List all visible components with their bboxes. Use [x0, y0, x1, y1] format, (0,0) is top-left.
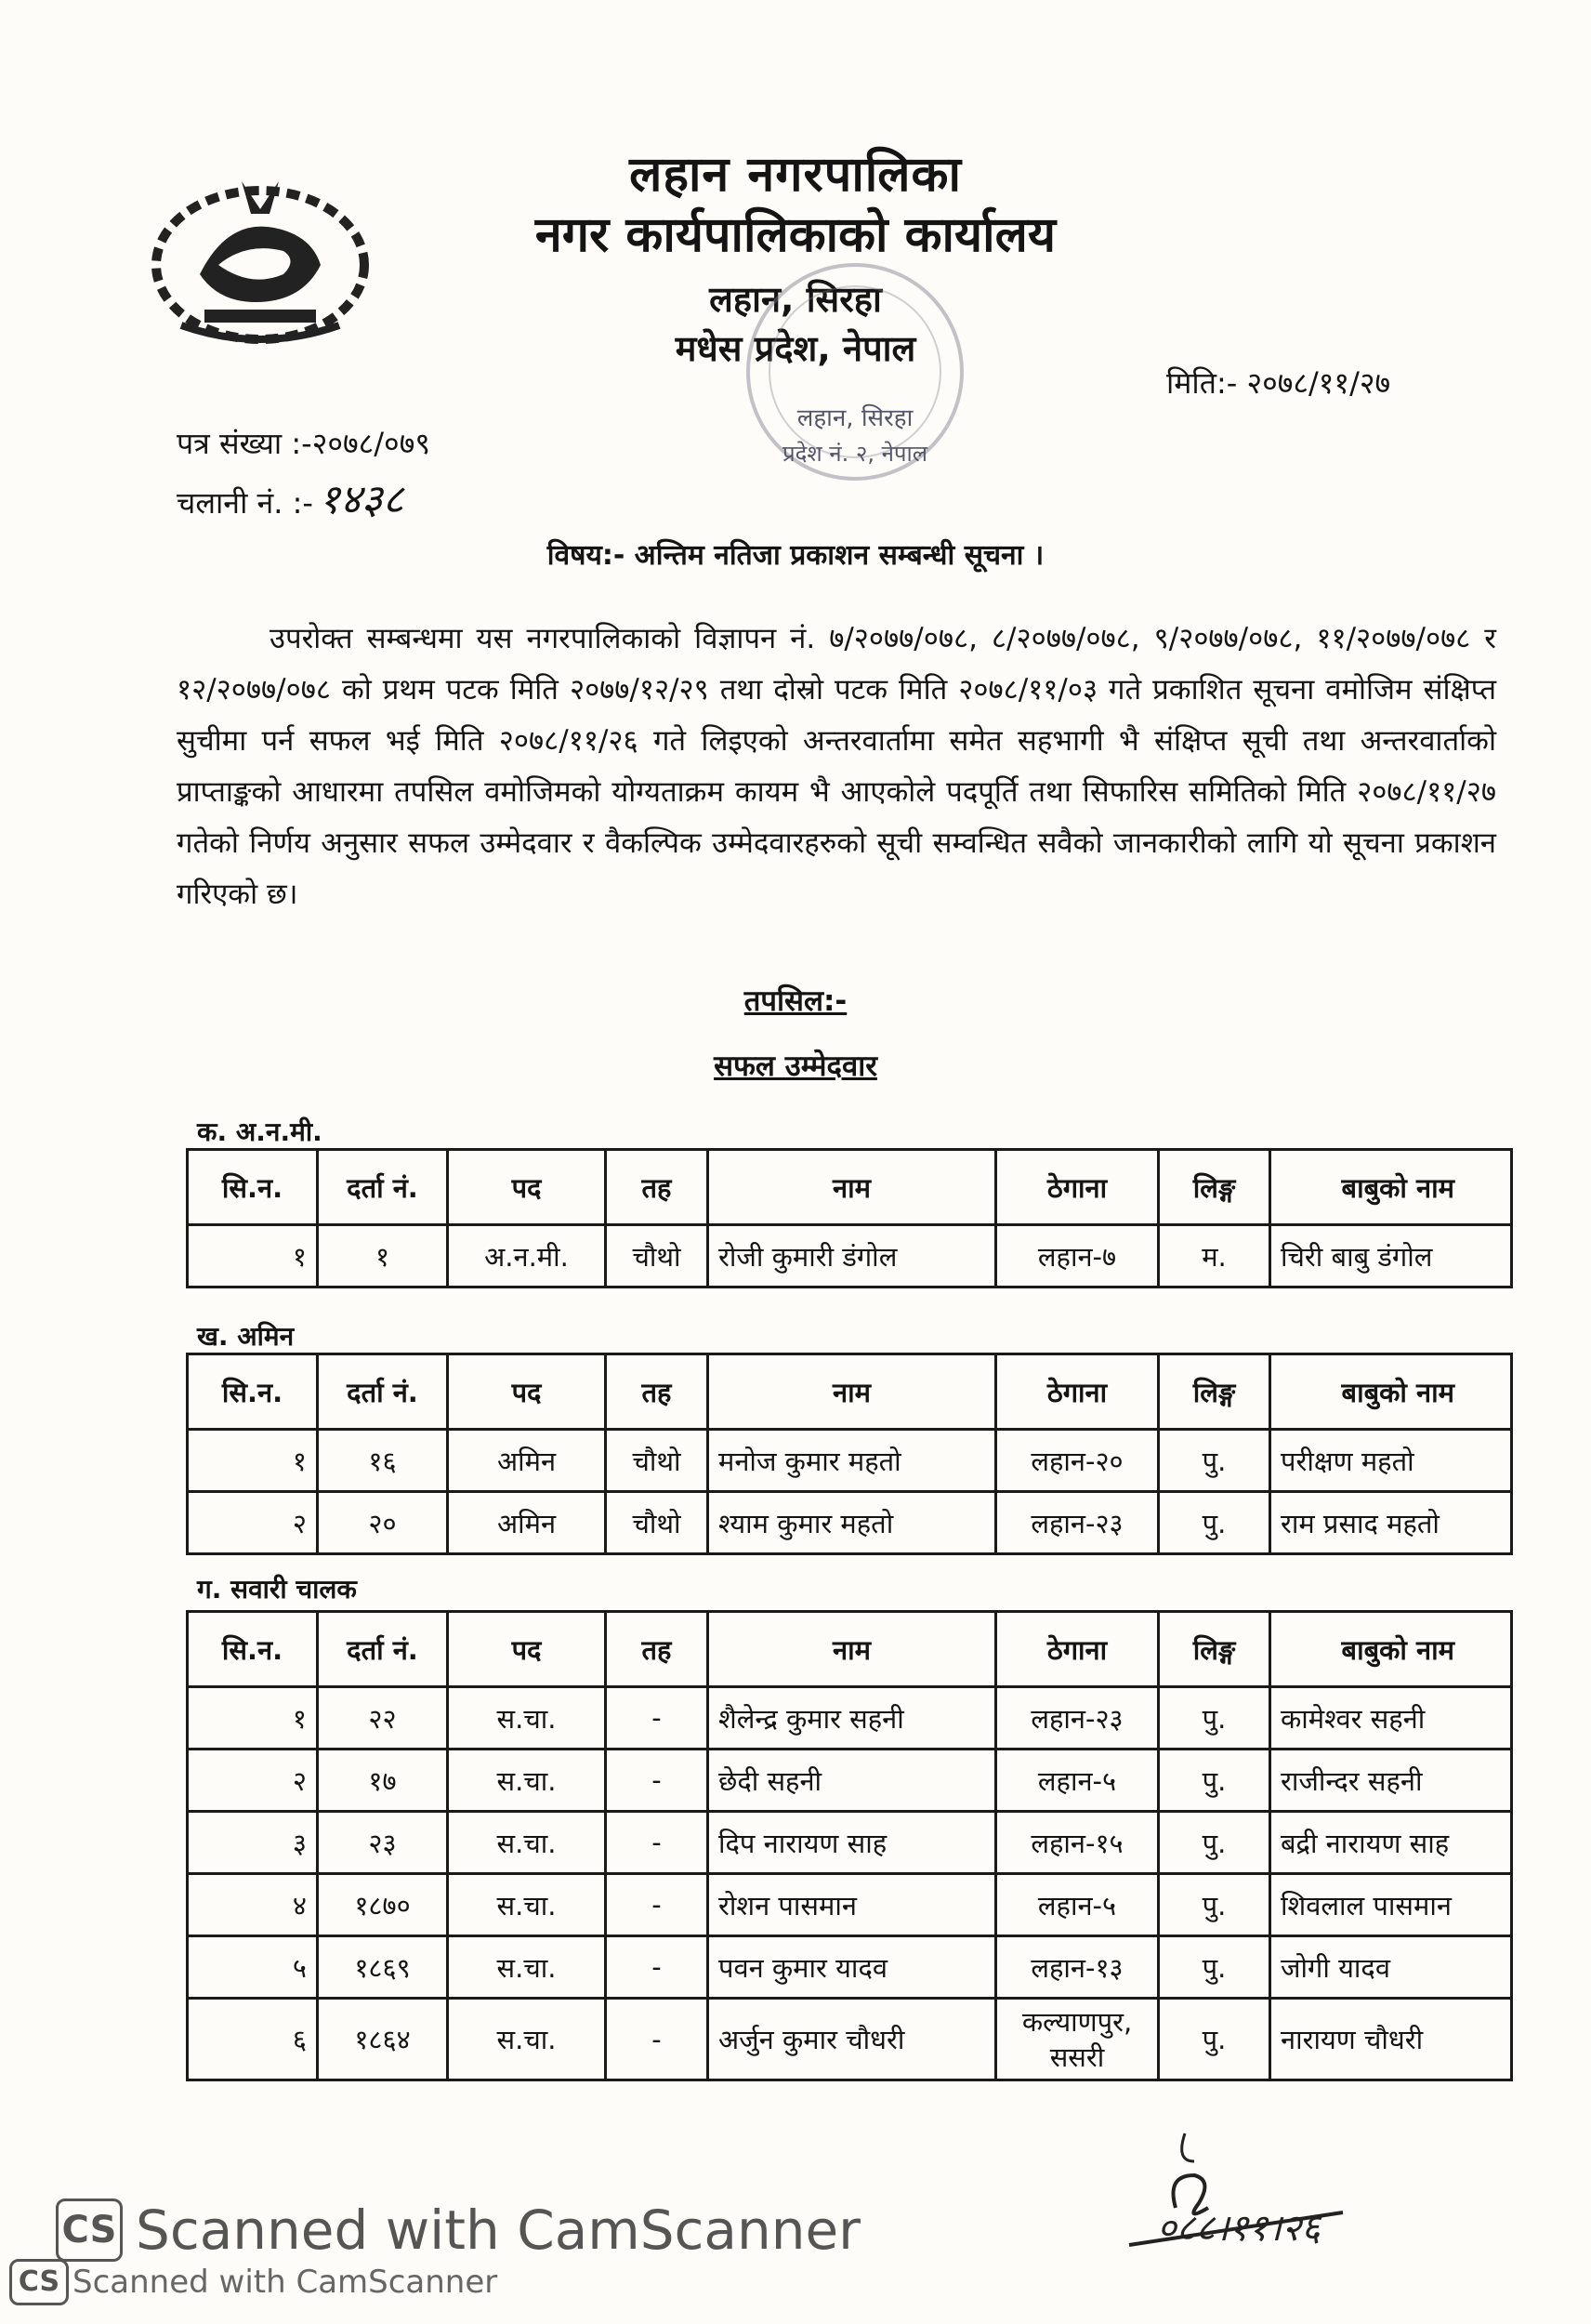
- cell-post: स.चा.: [448, 1812, 606, 1874]
- cell-sn: २: [188, 1750, 318, 1812]
- cell-address: लहान-१३: [996, 1936, 1159, 1999]
- column-header-reg-no: दर्ता नं.: [318, 1150, 448, 1225]
- table-row: [188, 1225, 1512, 1287]
- column-header-gender: लिङ्ग: [1159, 1354, 1270, 1430]
- camscanner-logo-icon: CS: [56, 2199, 123, 2262]
- dispatch-number-label: चलानी नं. :-: [177, 485, 313, 521]
- cell-name: अर्जुन कुमार चौधरी: [708, 1999, 996, 2080]
- column-header-gender: लिङ्ग: [1159, 1612, 1270, 1687]
- letter-number-value: २०७८/०७९: [311, 426, 430, 461]
- cell-name: दिप नारायण साह: [708, 1812, 996, 1874]
- cell-name: पवन कुमार यादव: [708, 1936, 996, 1999]
- cell-sn: १: [188, 1430, 318, 1492]
- cell-address: कल्याणपुर, ससरी: [996, 1999, 1159, 2080]
- cell-father-name: परीक्षण महतो: [1270, 1430, 1512, 1492]
- office-title-line2: नगर कार्यपालिकाको कार्यालय: [534, 207, 1057, 263]
- cell-post: अमिन: [448, 1492, 606, 1554]
- cell-post: स.चा.: [448, 1750, 606, 1812]
- table-row: [188, 1874, 1512, 1936]
- column-header-father-name: बाबुको नाम: [1270, 1354, 1512, 1430]
- cell-post: अमिन: [448, 1430, 606, 1492]
- cell-post: अ.न.मी.: [448, 1225, 606, 1287]
- cell-name: रोजी कुमारी डंगोल: [708, 1225, 996, 1287]
- cell-sn: ५: [188, 1936, 318, 1999]
- table-row: [188, 1936, 1512, 1999]
- column-header-sn: सि.न.: [188, 1354, 318, 1430]
- cell-post: स.चा.: [448, 1936, 606, 1999]
- cell-reg-no: १: [318, 1225, 448, 1287]
- cell-address: लहान-७: [996, 1225, 1159, 1287]
- cell-reg-no: २०: [318, 1492, 448, 1554]
- cell-level: चौथो: [606, 1430, 708, 1492]
- camscanner-watermark-large: [56, 2199, 861, 2262]
- notice-subject: विषय:- अन्तिम नतिजा प्रकाशन सम्बन्धी सूचना ।: [546, 539, 1045, 572]
- dispatch-number: [177, 469, 404, 525]
- camscanner-text-large: Scanned with CamScanner: [136, 2199, 861, 2262]
- results-table-driver: [186, 1610, 1513, 2081]
- table-header-row: [188, 1354, 1512, 1430]
- cell-reg-no: १८६९: [318, 1936, 448, 1999]
- cell-level: -: [606, 1812, 708, 1874]
- column-header-sn: सि.न.: [188, 1150, 318, 1225]
- cell-gender: पु.: [1159, 1430, 1270, 1492]
- cell-level: -: [606, 1936, 708, 1999]
- cell-father-name: बद्री नारायण साह: [1270, 1812, 1512, 1874]
- table-row: [188, 1750, 1512, 1812]
- cell-sn: ३: [188, 1812, 318, 1874]
- cell-father-name: राजीन्दर सहनी: [1270, 1750, 1512, 1812]
- column-header-gender: लिङ्ग: [1159, 1150, 1270, 1225]
- results-table-anmi: [186, 1148, 1513, 1288]
- column-header-level: तह: [606, 1150, 708, 1225]
- cell-sn: ४: [188, 1874, 318, 1936]
- cell-reg-no: १७: [318, 1750, 448, 1812]
- stamp-text-line1: लहान, सिरहा: [796, 404, 914, 432]
- column-header-sn: सि.न.: [188, 1612, 318, 1687]
- cell-name: रोशन पासमान: [708, 1874, 996, 1936]
- section-title-amin: ख. अमिन: [197, 1321, 295, 1352]
- cell-post: स.चा.: [448, 1874, 606, 1936]
- letter-number: [177, 423, 430, 463]
- cell-sn: १: [188, 1225, 318, 1287]
- cell-level: -: [606, 1750, 708, 1812]
- cell-address: लहान-२०: [996, 1430, 1159, 1492]
- office-title-line1: लहान नगरपालिका: [629, 147, 962, 203]
- office-city: लहान, सिरहा: [709, 279, 882, 320]
- column-header-address: ठेगाना: [996, 1150, 1159, 1225]
- cell-address: लहान-२३: [996, 1687, 1159, 1750]
- cell-gender: पु.: [1159, 1492, 1270, 1554]
- cell-name: श्याम कुमार महतो: [708, 1492, 996, 1554]
- office-stamp-icon: [734, 251, 976, 493]
- cell-reg-no: १६: [318, 1430, 448, 1492]
- cell-sn: २: [188, 1492, 318, 1554]
- cell-name: शैलेन्द्र कुमार सहनी: [708, 1687, 996, 1750]
- cell-address: लहान-१५: [996, 1812, 1159, 1874]
- cell-reg-no: १८६४: [318, 1999, 448, 2080]
- column-header-level: तह: [606, 1612, 708, 1687]
- cell-level: -: [606, 1874, 708, 1936]
- column-header-post: पद: [448, 1612, 606, 1687]
- cell-father-name: राम प्रसाद महतो: [1270, 1492, 1512, 1554]
- column-header-father-name: बाबुको नाम: [1270, 1612, 1512, 1687]
- table-header-row: [188, 1612, 1512, 1687]
- cell-level: चौथो: [606, 1492, 708, 1554]
- section-title-anmi: क. अ.न.मी.: [197, 1116, 322, 1147]
- cell-gender: पु.: [1159, 1874, 1270, 1936]
- cell-level: -: [606, 1687, 708, 1750]
- column-header-address: ठेगाना: [996, 1612, 1159, 1687]
- cell-sn: १: [188, 1687, 318, 1750]
- notice-body: उपरोक्त सम्बन्धमा यस नगरपालिकाको विज्ञापन नं. ७/२०७७/०७८, ८/२०७७/०७८, ९/२०७७/०७८, ११/२०७७/०७८ र १२/२०७७/०७८ को प्रथम पटक मिति २०७७/१२/२९ तथा दोस्रो पटक मिति २०७८/११/०३ गते प्रकाशित सूचना वमोजिम संक्षिप्त सुचीमा पर्न सफल भई मिति २०७८/११/२६ गते लिइएको अन्तरवार्तामा समेत सहभागी भै संक्षिप्त सूची तथा अन्तरवार्ताको प्राप्ताङ्कको आधारमा तपसिल वमोजिमको योग्यताक्रम कायम भै आएकोले पदपूर्ति तथा सिफारिस समितिको मिति २०७८/११/२७ गतेको निर्णय अनुसार सफल उम्मेदवार र वैकल्पिक उम्मेदवारहरुको सूची सम्वन्धित सवैको जानकारीको लागि यो सूचना प्रकाशन गरिएको छ।: [177, 622, 1496, 911]
- cell-reg-no: २२: [318, 1687, 448, 1750]
- signature-icon: [1120, 2124, 1417, 2254]
- table-row: [188, 1999, 1512, 2080]
- cell-post: स.चा.: [448, 1687, 606, 1750]
- table-row: [188, 1430, 1512, 1492]
- cell-address: लहान-५: [996, 1874, 1159, 1936]
- dispatch-number-value: १४३८: [318, 476, 404, 523]
- column-header-reg-no: दर्ता नं.: [318, 1612, 448, 1687]
- column-header-reg-no: दर्ता नं.: [318, 1354, 448, 1430]
- cell-gender: पु.: [1159, 1936, 1270, 1999]
- results-table-amin: [186, 1353, 1513, 1555]
- cell-gender: पु.: [1159, 1750, 1270, 1812]
- cell-father-name: चिरी बाबु डंगोल: [1270, 1225, 1512, 1287]
- cell-address: लहान-५: [996, 1750, 1159, 1812]
- cell-reg-no: १८७०: [318, 1874, 448, 1936]
- cell-level: चौथो: [606, 1225, 708, 1287]
- cell-father-name: कामेश्वर सहनी: [1270, 1687, 1512, 1750]
- cell-father-name: नारायण चौधरी: [1270, 1999, 1512, 2080]
- success-candidates-title: सफल उम्मेदवार: [714, 1050, 877, 1083]
- table-header-row: [188, 1150, 1512, 1225]
- cell-father-name: शिवलाल पासमान: [1270, 1874, 1512, 1936]
- camscanner-watermark-small: [9, 2259, 497, 2305]
- signature-date: ०८८।११।२६: [1157, 2207, 1321, 2250]
- table-row: [188, 1492, 1512, 1554]
- stamp-text-line2: प्रदेश नं. २, नेपाल: [782, 441, 928, 467]
- cell-sn: ६: [188, 1999, 318, 2080]
- camscanner-logo-small-icon: CS: [9, 2259, 69, 2305]
- cell-gender: पु.: [1159, 1999, 1270, 2080]
- cell-gender: पु.: [1159, 1812, 1270, 1874]
- column-header-post: पद: [448, 1150, 606, 1225]
- camscanner-text-small: Scanned with CamScanner: [72, 2264, 498, 2301]
- date-value: २०७८/११/२७: [1246, 365, 1391, 401]
- office-province: मधेस प्रदेश, नेपाल: [675, 328, 916, 369]
- cell-name: छेदी सहनी: [708, 1750, 996, 1812]
- date-line: [1166, 363, 1390, 403]
- column-header-address: ठेगाना: [996, 1354, 1159, 1430]
- cell-gender: पु.: [1159, 1687, 1270, 1750]
- cell-name: मनोज कुमार महतो: [708, 1430, 996, 1492]
- column-header-name: नाम: [708, 1354, 996, 1430]
- column-header-name: नाम: [708, 1150, 996, 1225]
- cell-address: लहान-२३: [996, 1492, 1159, 1554]
- table-row: [188, 1687, 1512, 1750]
- table-row: [188, 1812, 1512, 1874]
- cell-father-name: जोगी यादव: [1270, 1936, 1512, 1999]
- date-label: मिति:-: [1166, 365, 1238, 401]
- column-header-post: पद: [448, 1354, 606, 1430]
- cell-reg-no: २३: [318, 1812, 448, 1874]
- column-header-level: तह: [606, 1354, 708, 1430]
- annex-title: तपसिल:-: [743, 984, 848, 1018]
- cell-gender: म.: [1159, 1225, 1270, 1287]
- letter-number-label: पत्र संख्या :-: [177, 426, 312, 461]
- cell-level: -: [606, 1999, 708, 2080]
- column-header-father-name: बाबुको नाम: [1270, 1150, 1512, 1225]
- cell-post: स.चा.: [448, 1999, 606, 2080]
- section-title-driver: ग. सवारी चालक: [197, 1574, 357, 1604]
- column-header-name: नाम: [708, 1612, 996, 1687]
